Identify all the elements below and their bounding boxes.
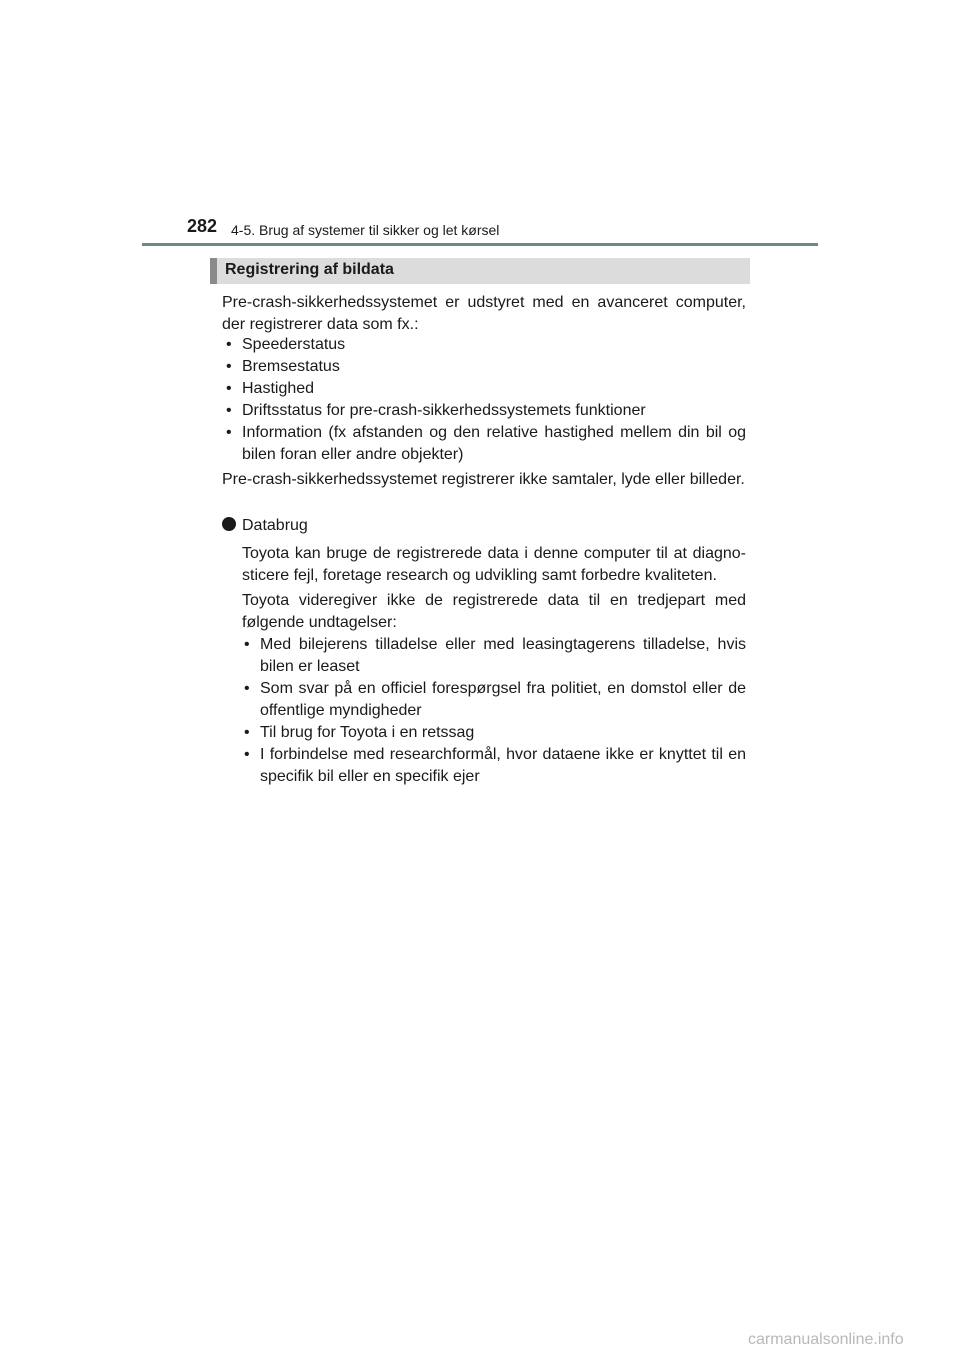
list-item-text: Driftsstatus for pre-crash-sikkerhedssystemets funktioner — [242, 402, 646, 419]
list-item-text: Til brug for Toyota i en retssag — [260, 724, 475, 741]
list-item — [226, 334, 736, 356]
bullet-dot: • — [226, 336, 232, 353]
list-item-text: Bremsestatus — [242, 358, 340, 375]
list-item — [226, 422, 746, 466]
filled-circle-icon — [222, 517, 236, 531]
bullet-dot: • — [244, 636, 250, 653]
list-item-text: Hastighed — [242, 380, 315, 397]
list-item-text: Med bilejerens tilladelse eller med leasingtagerens tilladelse, hvis bilen er leaset — [260, 636, 746, 675]
databrug-paragraph: Toyota kan bruge de registrerede data i denne computer til at diagno-sticere fejl, foretage research og udvikling samt forbedre kvaliteten. — [242, 545, 746, 584]
list-item — [244, 722, 746, 744]
list-item — [226, 378, 736, 400]
list-item — [244, 744, 746, 788]
bullet-dot: • — [226, 402, 232, 419]
bullet-dot: • — [226, 358, 232, 375]
no-record-paragraph: Pre-crash-sikkerhedssystemet registrerer ikke samtaler, lyde eller billeder. — [222, 471, 745, 488]
page-number: 282 — [187, 216, 218, 236]
bullet-dot: • — [244, 680, 250, 697]
databrug-exceptions-intro: Toyota videregiver ikke de registrerede data til en tredjepart med følgende undtagelser: — [242, 592, 746, 631]
list-item-text: Som svar på en officiel forespørgsel fra politiet, en domstol eller de offentlige myndigheder — [260, 680, 746, 719]
databrug-heading — [222, 515, 308, 537]
list-item — [226, 400, 736, 422]
databrug-title: Databrug — [242, 517, 308, 534]
bullet-dot: • — [226, 380, 232, 397]
bullet-dot: • — [244, 746, 250, 763]
section-heading: Registrering af bildata — [225, 261, 394, 278]
list-item-text: Speederstatus — [242, 336, 346, 353]
list-item — [244, 678, 746, 722]
bullet-dot: • — [244, 724, 250, 741]
watermark-logo: carmanualsonline.info — [748, 1331, 904, 1348]
list-item — [244, 634, 746, 678]
intro-paragraph: Pre-crash-sikkerhedssystemet er udstyret med en avanceret computer, der registrerer data som fx.: — [222, 294, 746, 333]
bullet-dot: • — [226, 424, 232, 441]
list-item-text: I forbindelse med researchformål, hvor dataene ikke er knyttet til en specifik bil eller en specifik ejer — [260, 746, 746, 785]
section-title: 4-5. Brug af systemer til sikker og let kørsel — [231, 222, 500, 238]
section-heading-bar — [210, 258, 750, 284]
list-item-text: Information (fx afstanden og den relative hastighed mellem din bil og bilen foran eller andre objekter) — [242, 424, 746, 463]
list-item — [226, 356, 736, 378]
header-divider — [142, 243, 818, 246]
